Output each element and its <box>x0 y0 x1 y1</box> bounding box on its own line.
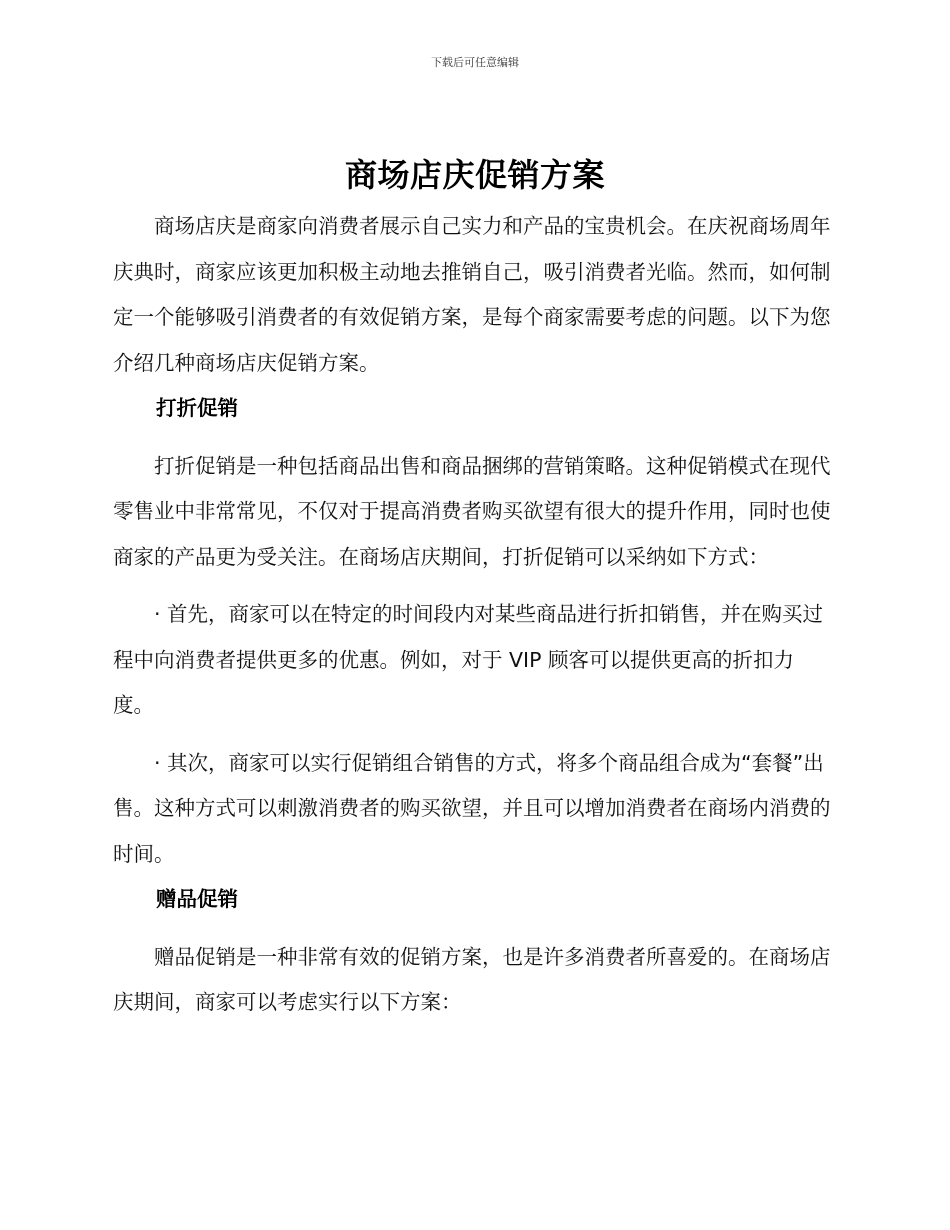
intro-paragraph: 商场店庆是商家向消费者展示自己实力和产品的宝贵机会。在庆祝商场周年庆典时，商家应该更加积极主动地去推销自己，吸引消费者光临。然而，如何制定一个能够吸引消费者的有效促销方案，是每个商家需要考虑的问题。以下为您介绍几种商场店庆促销方案。 <box>113 214 831 375</box>
discount-paragraph: 打折促销是一种包括商品出售和商品捆绑的营销策略。这种促销模式在现代零售业中非常常见，不仅对于提高消费者购买欲望有很大的提升作用，同时也使商家的产品更为受关注。在商场店庆期间，打折促销可以采纳如下方式： <box>113 453 831 569</box>
document-title: 商场店庆促销方案 <box>344 156 605 194</box>
header-note: 下载后可任意编辑 <box>431 56 519 69</box>
section-heading-gift: 赠品促销 <box>156 887 238 911</box>
discount-bullet-second: · 其次，商家可以实行促销组合销售的方式，将多个商品组合成为“套餐”出售。这种方式可以刺激消费者的购买欲望，并且可以增加消费者在商场内消费的时间。 <box>113 750 831 866</box>
section-heading-discount: 打折促销 <box>156 396 238 420</box>
gift-paragraph: 赠品促销是一种非常有效的促销方案，也是许多消费者所喜爱的。在商场店庆期间，商家可以考虑实行以下方案： <box>113 944 831 1014</box>
document-body <box>113 204 831 1026</box>
discount-bullet-first: · 首先，商家可以在特定的时间段内对某些商品进行折扣销售，并在购买过程中向消费者提供更多的优惠。例如，对于 VIP 顾客可以提供更高的折扣力度。 <box>113 602 824 717</box>
